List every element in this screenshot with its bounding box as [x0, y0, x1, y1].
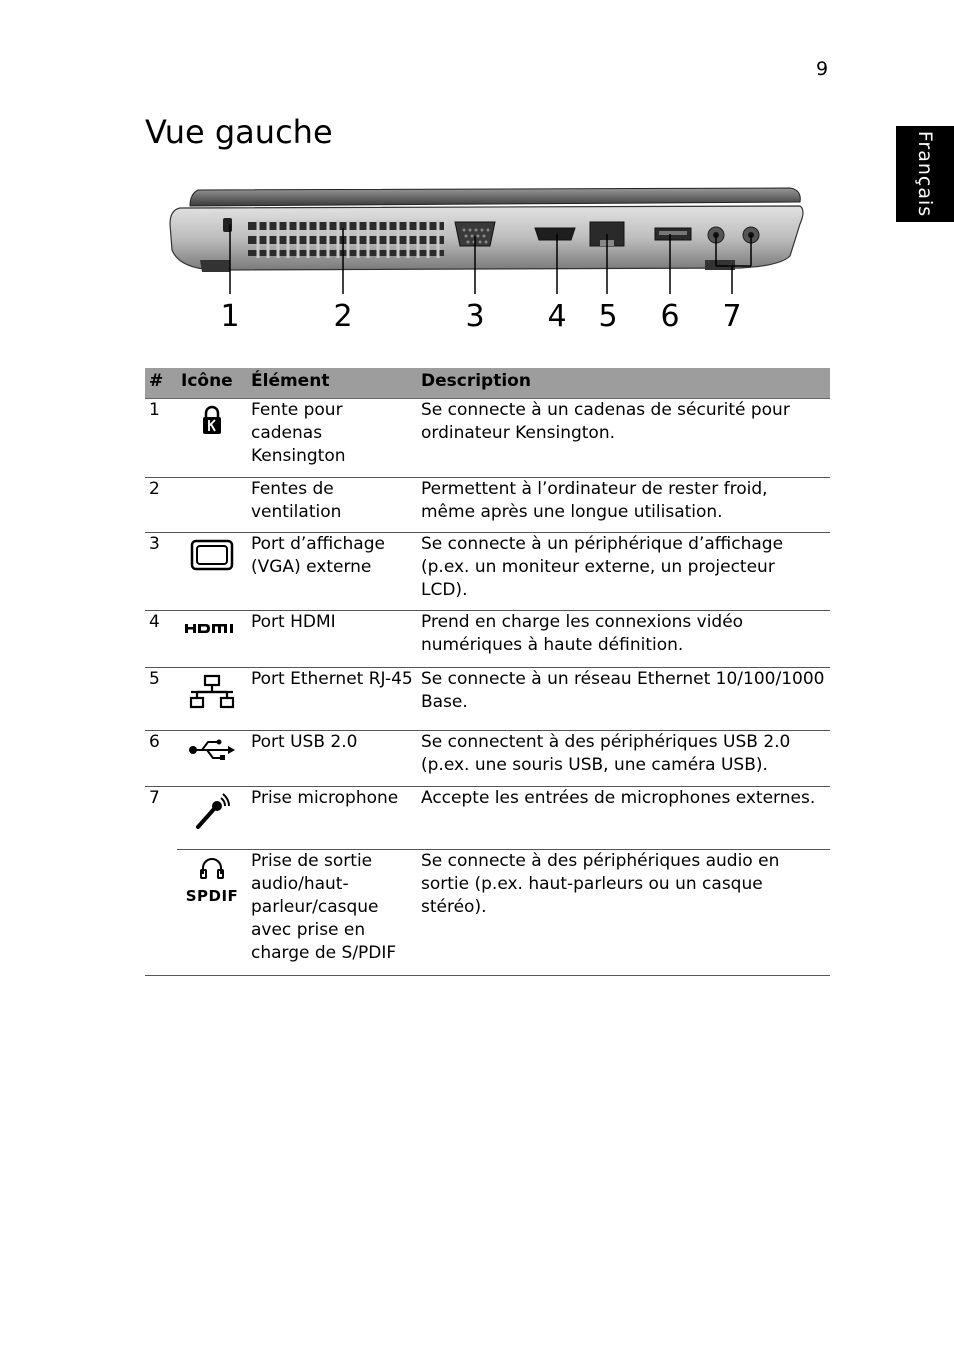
row-description: Se connecte à un périphérique d’affichage (p.ex. un moniteur externe, un projecteur LCD). — [417, 533, 830, 611]
table-row — [145, 399, 830, 478]
row-element: Fentes de ventilation — [247, 478, 417, 533]
row-description: Accepte les entrées de microphones externes. — [417, 787, 830, 850]
row-number: 3 — [145, 533, 177, 611]
row-icon — [177, 399, 247, 478]
vga-display-icon — [190, 539, 234, 571]
row-icon — [177, 668, 247, 731]
row-element: Port Ethernet RJ-45 — [247, 668, 417, 731]
laptop-left-view-illustration — [160, 180, 820, 340]
row-number: 4 — [145, 611, 177, 668]
hdmi-icon — [184, 617, 240, 637]
row-element: Prise microphone — [247, 787, 417, 850]
table-row — [145, 611, 830, 668]
callout-4: 4 — [547, 299, 567, 334]
microphone-icon — [194, 793, 230, 831]
row-description: Prend en charge les connexions vidéo numériques à haute définition. — [417, 611, 830, 668]
callout-1: 1 — [220, 299, 240, 334]
row-description: Se connecte à un réseau Ethernet 10/100/1000 Base. — [417, 668, 830, 731]
table-header-row — [145, 368, 830, 399]
ethernet-network-icon — [189, 674, 235, 710]
row-element: Prise de sortie audio/haut-parleur/casque avec prise en charge de S/PDIF — [247, 850, 417, 976]
page-number: 9 — [816, 58, 829, 80]
row-number: 6 — [145, 731, 177, 787]
row-icon — [177, 533, 247, 611]
usb-icon — [188, 737, 236, 761]
row-description: Se connecte à des périphériques audio en sortie (p.ex. haut-parleurs ou un casque stéréo). — [417, 850, 830, 976]
row-icon — [177, 787, 247, 850]
kensington-lock-icon — [201, 405, 223, 435]
row-icon — [177, 611, 247, 668]
header-icon: Icône — [177, 368, 247, 399]
callout-7: 7 — [722, 299, 742, 334]
table-row — [145, 787, 830, 850]
row-element: Port USB 2.0 — [247, 731, 417, 787]
row-element: Fente pour cadenas Kensington — [247, 399, 417, 478]
section-title: Vue gauche — [145, 113, 333, 151]
callout-3: 3 — [465, 299, 485, 334]
table-row — [145, 850, 830, 976]
row-icon — [177, 478, 247, 533]
row-description: Permettent à l’ordinateur de rester froid, même après une longue utilisation. — [417, 478, 830, 533]
row-description: Se connectent à des périphériques USB 2.0 (p.ex. une souris USB, une caméra USB). — [417, 731, 830, 787]
row-icon — [177, 850, 247, 976]
callout-6: 6 — [660, 299, 680, 334]
table-row — [145, 731, 830, 787]
row-description: Se connecte à un cadenas de sécurité pour ordinateur Kensington. — [417, 399, 830, 478]
row-number: 1 — [145, 399, 177, 478]
ports-table — [145, 368, 830, 976]
row-element: Port HDMI — [247, 611, 417, 668]
language-tab — [896, 126, 954, 222]
table-row — [145, 668, 830, 731]
row-number: 5 — [145, 668, 177, 731]
row-number — [145, 850, 177, 976]
language-tab-label: Français — [914, 130, 936, 218]
callout-5: 5 — [598, 299, 618, 334]
row-element: Port d’affichage (VGA) externe — [247, 533, 417, 611]
header-description: Description — [417, 368, 830, 399]
row-number: 7 — [149, 788, 160, 808]
row-number: 2 — [145, 478, 177, 533]
header-element: Élément — [247, 368, 417, 399]
headphone-icon — [199, 856, 225, 880]
table-row — [145, 478, 830, 533]
header-number: # — [145, 368, 177, 399]
spdif-label: SPDIF — [185, 887, 239, 905]
table-row — [145, 533, 830, 611]
callout-2: 2 — [333, 299, 353, 334]
row-icon — [177, 731, 247, 787]
